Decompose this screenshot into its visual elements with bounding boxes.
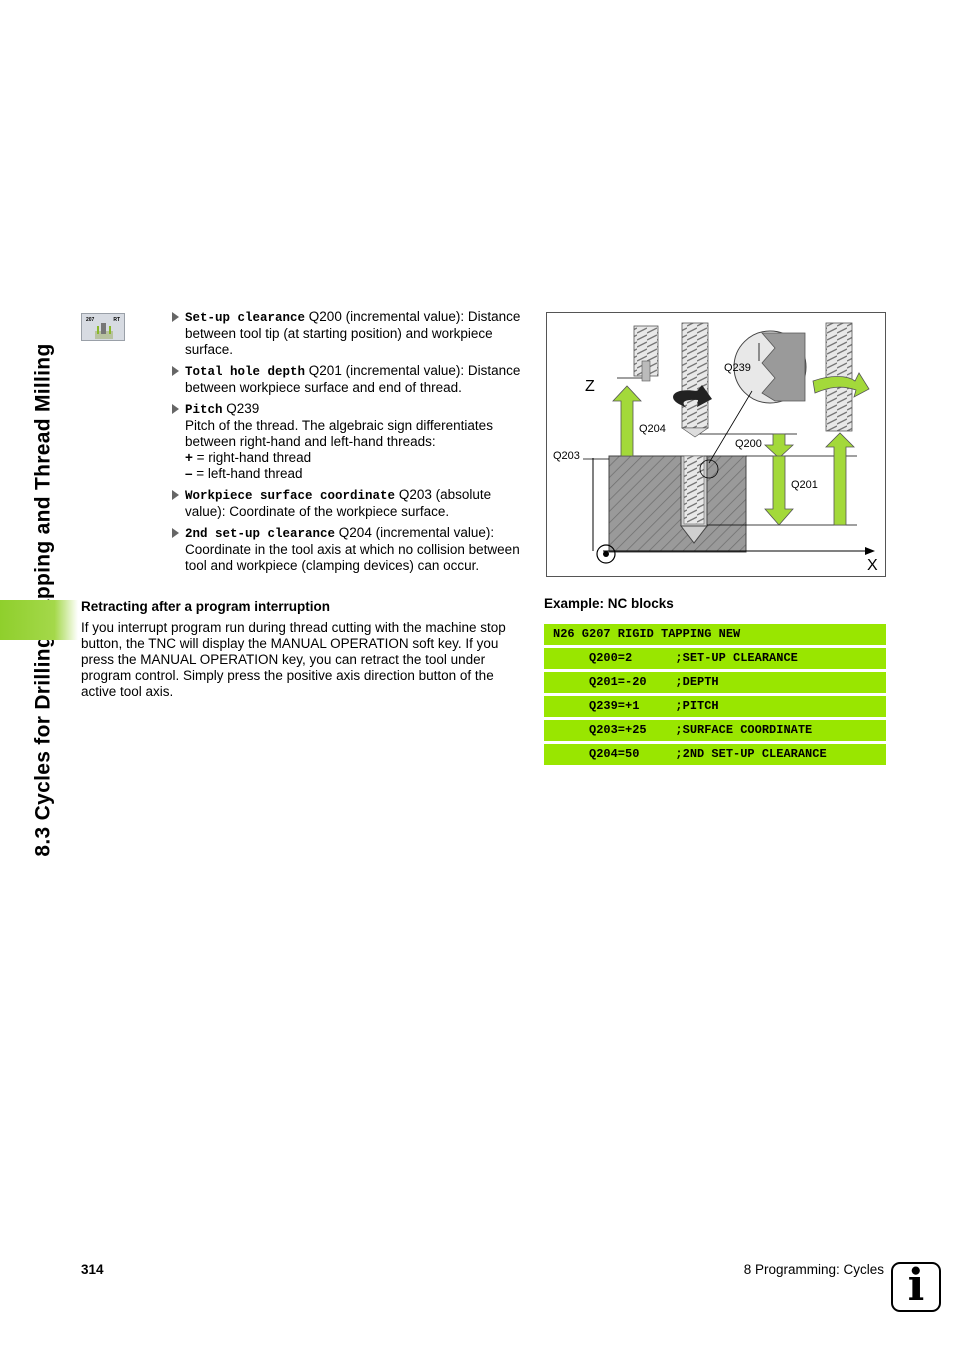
- retract-heading: Retracting after a program interruption: [81, 599, 331, 614]
- cycle-207-softkey-icon: [81, 313, 125, 341]
- bullet-arrow-icon: [172, 490, 179, 500]
- q204-label: Q204: [639, 423, 666, 435]
- nc-block-line: Q201=-20 ;DEPTH: [544, 672, 886, 693]
- q201-label: Q201: [791, 479, 818, 491]
- minus-meaning: = left-hand thread: [192, 466, 303, 481]
- thread-in-hole: [684, 456, 704, 524]
- tap-tool-middle: [682, 323, 708, 428]
- param-total-hole-depth: [172, 363, 524, 396]
- nc-block-line: Q203=+25 ;SURFACE COORDINATE: [544, 720, 886, 741]
- bullet-arrow-icon: [172, 312, 179, 322]
- info-icon: [891, 1262, 941, 1312]
- parameter-list: [172, 309, 524, 579]
- nc-block-line: Q204=50 ;2ND SET-UP CLEARANCE: [544, 744, 886, 765]
- param-desc: Q201 (incremental value): Distance between workpiece surface and end of thread.: [185, 363, 521, 395]
- minus-symbol: –: [185, 466, 193, 481]
- info-glyph: i: [907, 1260, 925, 1311]
- tapping-diagram: [546, 312, 886, 577]
- tap-tool-icon: [82, 314, 126, 342]
- param-desc: Q204 (incremental value): Coordinate in the tool axis at which no collision between tool and workpiece (clamping devices) can occur.: [185, 525, 520, 573]
- param-setup-clearance: [172, 309, 524, 358]
- param-desc: Q239: [226, 401, 260, 416]
- param-desc-extra: Pitch of the thread. The algebraic sign differentiates between right-hand and left-hand threads:: [185, 418, 493, 449]
- z-axis-label: Z: [585, 378, 595, 395]
- plus-meaning: = right-hand thread: [192, 450, 312, 465]
- page-number: 314: [81, 1262, 104, 1277]
- cycle-icon-number: 207: [86, 317, 95, 323]
- q200-label: Q200: [735, 438, 762, 450]
- param-pitch: [172, 401, 524, 482]
- param-workpiece-surface: [172, 487, 524, 520]
- q204-arrow: [613, 386, 641, 456]
- param-name: Set-up clearance: [185, 311, 306, 325]
- origin-dot: [603, 551, 609, 557]
- bullet-arrow-icon: [172, 528, 179, 538]
- param-desc: Q200 (incremental value): Distance between tool tip (at starting position) and workpiece surface.: [185, 309, 521, 357]
- workpiece-block: [609, 456, 746, 552]
- param-desc: Q203 (absolute value): Coordinate of the workpiece surface.: [185, 487, 492, 519]
- bullet-arrow-icon: [172, 366, 179, 376]
- q201-arrow: [765, 456, 793, 525]
- param-name: Total hole depth: [185, 365, 306, 379]
- nc-block-line: Q239=+1 ;PITCH: [544, 696, 886, 717]
- chapter-tab-marker: [0, 600, 78, 640]
- cycle-icon-code: RT: [113, 317, 120, 323]
- plus-symbol: +: [185, 450, 193, 465]
- param-name: Workpiece surface coordinate: [185, 489, 396, 503]
- tapping-diagram-svg: [547, 313, 885, 576]
- x-axis-arrowhead: [865, 547, 875, 555]
- q200-arrow: [765, 434, 793, 458]
- chapter-name: 8 Programming: Cycles: [743, 1262, 884, 1277]
- nc-block-line: N26 G207 RIGID TAPPING NEW: [544, 624, 886, 645]
- bullet-arrow-icon: [172, 404, 179, 414]
- param-name: Pitch: [185, 403, 223, 417]
- q239-label: Q239: [724, 362, 751, 374]
- param-2nd-setup-clearance: [172, 525, 524, 574]
- q203-label: Q203: [553, 450, 580, 462]
- param-name: 2nd set-up clearance: [185, 527, 336, 541]
- retract-body: If you interrupt program run during thread cutting with the machine stop button, the TNC will display the MANUAL OPERATION soft key. If you press the MANUAL OPERATION key, you can retract the tool under program control. Simply press the positive axis direction button of the active tool axis.: [81, 620, 506, 699]
- nc-block-line: Q200=2 ;SET-UP CLEARANCE: [544, 648, 886, 669]
- example-heading: Example: NC blocks: [544, 596, 674, 611]
- detail-leader: [709, 391, 752, 463]
- x-axis-label: X: [867, 557, 878, 574]
- retract-up-arrow: [826, 433, 854, 525]
